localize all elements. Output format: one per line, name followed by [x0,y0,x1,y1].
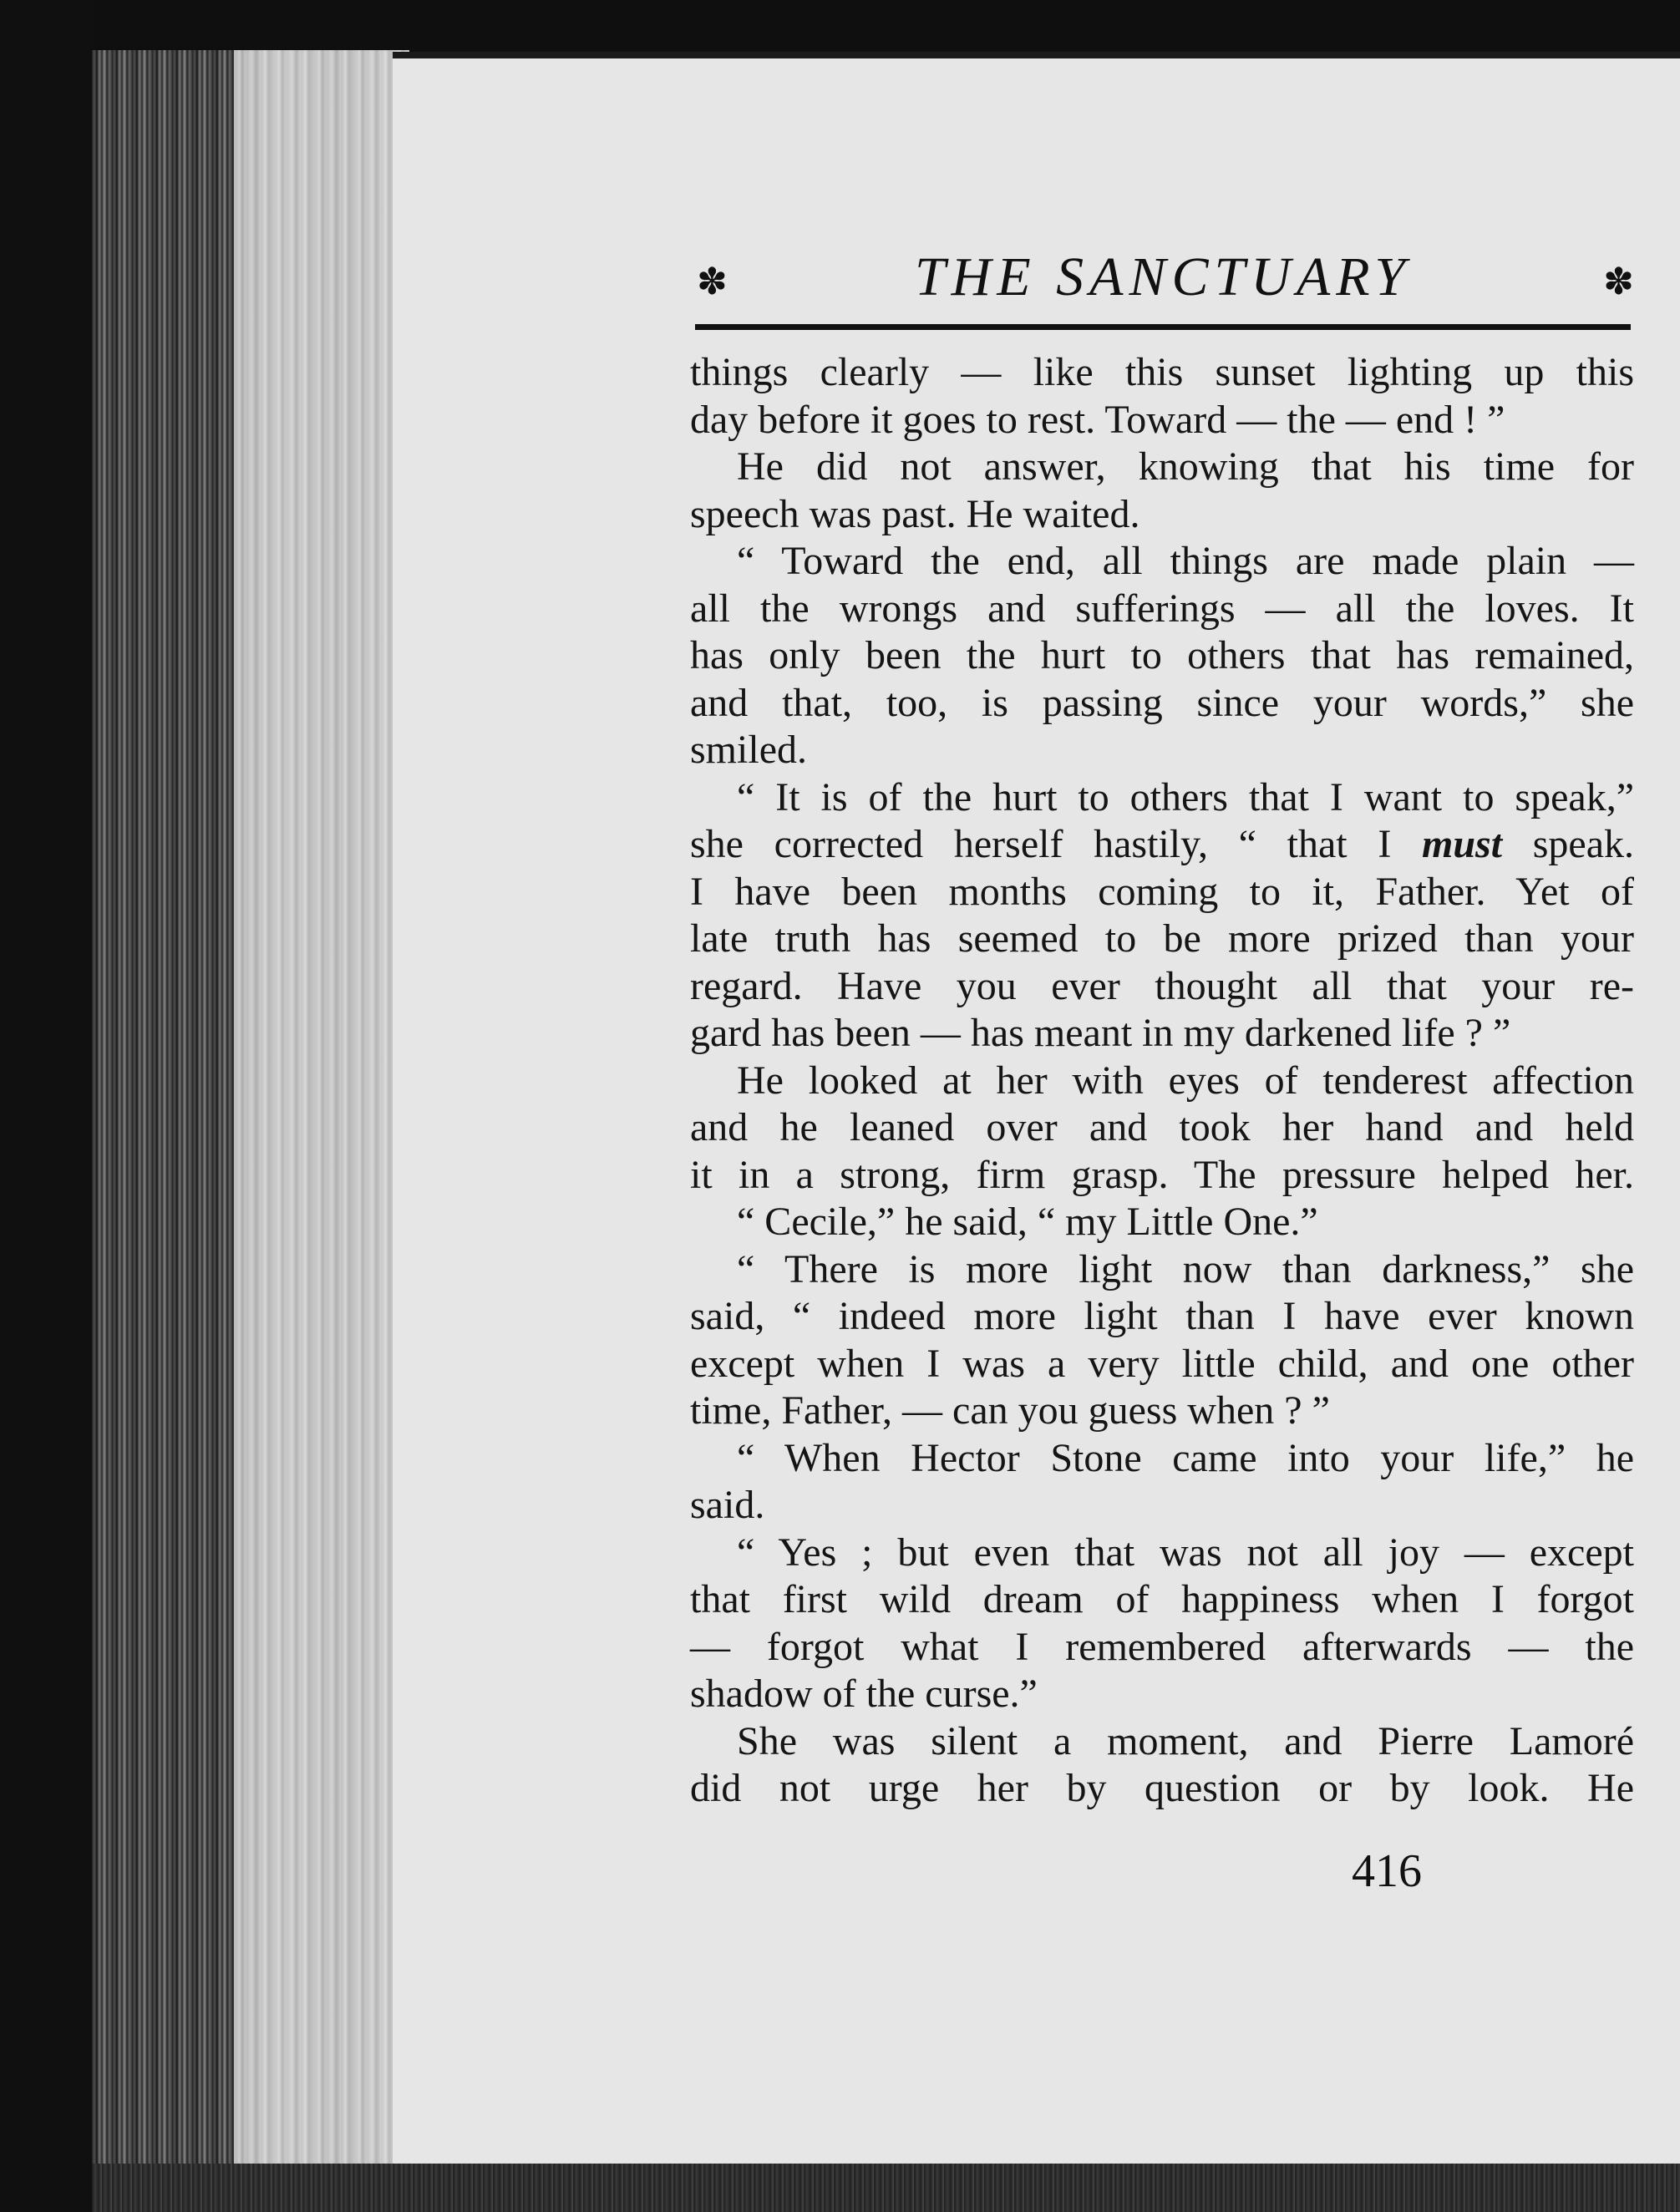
text-line: “ Cecile,” he said, “ my Little One.” [737,1200,1318,1244]
text-line: that first wild dream of happiness when I forgot [690,1577,1634,1621]
text-line: she corrected herself hastily, “ that I must speak. [690,822,1634,866]
text-line: said. [690,1483,765,1527]
text-line: did not urge her by question or by look. He [690,1766,1634,1810]
scan-border-left [0,0,92,2212]
body-text [690,349,1634,1813]
text-line: “ It is of the hurt to others that I want to speak,” [737,774,1634,819]
text-line: gard has been — has meant in my darkened life ? ” [690,1011,1511,1055]
ornament-right-icon: ✽ [1603,261,1631,303]
page-edges-light [234,50,409,2189]
running-head-title: THE SANCTUARY [914,246,1412,307]
text-line: He looked at her with eyes of tenderest affection [737,1058,1634,1103]
text-line: and that, too, is passing since your words,” she [690,680,1634,725]
text-line: “ Yes ; but even that was not all joy — except [737,1530,1634,1575]
text-line: I have been months coming to it, Father. Yet of [690,869,1634,914]
text-line: shadow of the curse.” [690,1672,1038,1716]
text-line: He did not answer, knowing that his time for [737,444,1634,489]
text-line: and he leaned over and took her hand and held [690,1105,1634,1149]
text-line: speech was past. He waited. [690,491,1140,536]
text-line: all the wrongs and sufferings — all the loves. It [690,586,1634,631]
text-line: late truth has seemed to be more prized than your [690,916,1634,961]
text-line: it in a strong, firm grasp. The pressure helped her. [690,1152,1634,1197]
text-line: has only been the hurt to others that has remained, [690,633,1634,677]
text-line: except when I was a very little child, and one other [690,1341,1634,1386]
text-line: smiled. [690,728,807,772]
scan-border-bottom [92,2164,1680,2212]
page-number: 416 [1352,1845,1422,1897]
text-line: “ There is more light now than darkness,” she [737,1246,1634,1291]
text-line: said, “ indeed more light than I have ever known [690,1294,1634,1338]
text-line: things clearly — like this sunset lighting up this [690,350,1634,394]
text-line: — forgot what I remembered afterwards — the [690,1624,1634,1669]
text-line: day before it goes to rest. Toward — the — end ! ” [690,397,1505,442]
text-line: “ When Hector Stone came into your life,” he [737,1435,1634,1480]
text-line: regard. Have you ever thought all that your re- [690,963,1634,1008]
running-head [695,239,1631,322]
header-rule [695,324,1631,330]
text-line: time, Father, — can you guess when ? ” [690,1388,1330,1433]
text-line: She was silent a moment, and Pierre Lamoré [737,1718,1634,1763]
ornament-left-icon: ✽ [697,261,724,303]
text-line: “ Toward the end, all things are made plain — [737,539,1634,583]
